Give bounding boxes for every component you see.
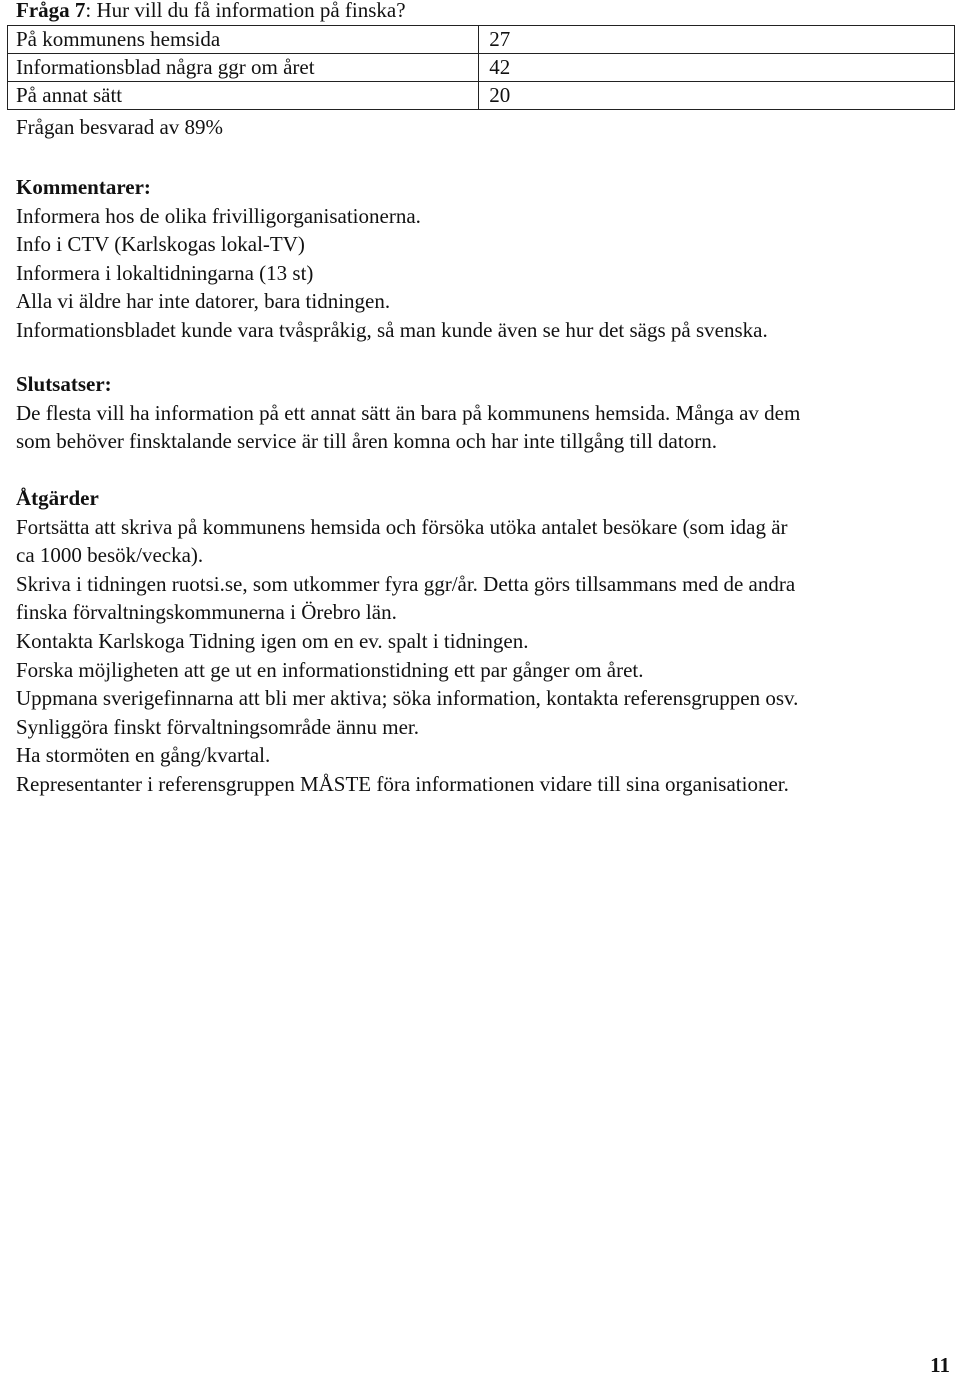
- answered-rate: Frågan besvarad av 89%: [16, 115, 224, 139]
- answer-value: 20: [479, 82, 955, 110]
- conclusions-heading: Slutsatser:: [16, 372, 112, 396]
- comments-section: [16, 173, 768, 345]
- conclusion-line: som behöver finsktalande service är till åren komna och har inte tillgång till datorn.: [16, 429, 717, 454]
- action-line: Kontakta Karlskoga Tidning igen om en ev. spalt i tidningen.: [16, 628, 529, 653]
- question-title: [16, 0, 406, 24]
- answer-label: Informationsblad några ggr om året: [8, 54, 479, 82]
- actions-section: [16, 484, 798, 799]
- table-row: [8, 26, 955, 54]
- action-line: Uppmana sverigefinnarna att bli mer aktiva; söka information, kontakta referensgruppen osv.: [16, 686, 799, 711]
- table-row: [8, 54, 955, 82]
- comment-line: Informera hos de olika frivilligorganisationerna.: [16, 203, 421, 228]
- answer-value: 42: [479, 54, 955, 82]
- question-number: Fråga 7: [16, 0, 86, 22]
- comments-heading: Kommentarer:: [16, 175, 151, 199]
- action-line: Fortsätta att skriva på kommunens hemsida och försöka utöka antalet besökare (som idag är: [16, 514, 788, 539]
- comment-line: Informationsbladet kunde vara tvåspråkig, så man kunde även se hur det sägs på svenska.: [16, 317, 768, 342]
- answers-table: [7, 25, 955, 110]
- conclusion-line: De flesta vill ha information på ett annat sätt än bara på kommunens hemsida. Många av dem: [16, 400, 801, 425]
- answer-label: På kommunens hemsida: [8, 26, 479, 54]
- page-number: 11: [930, 1353, 950, 1377]
- comment-line: Informera i lokaltidningarna (13 st): [16, 260, 314, 285]
- comment-line: Alla vi äldre har inte datorer, bara tidningen.: [16, 289, 391, 314]
- action-line: Representanter i referensgruppen MÅSTE föra informationen vidare till sina organisationer.: [16, 771, 789, 796]
- action-line: Synliggöra finskt förvaltningsområde ännu mer.: [16, 714, 420, 739]
- action-line: Ha stormöten en gång/kvartal.: [16, 743, 271, 768]
- action-line: Forska möjligheten att ge ut en informationstidning ett par gånger om året.: [16, 657, 644, 682]
- comment-line: Info i CTV (Karlskogas lokal-TV): [16, 232, 305, 257]
- action-line: finska förvaltningskommunerna i Örebro län.: [16, 600, 397, 625]
- question-text: : Hur vill du få information på finska?: [85, 0, 406, 22]
- conclusions-section: [16, 370, 800, 456]
- actions-heading: Åtgärder: [16, 486, 99, 510]
- answer-label: På annat sätt: [8, 82, 479, 110]
- action-line: Skriva i tidningen ruotsi.se, som utkommer fyra ggr/år. Detta görs tillsammans med de andra: [16, 571, 796, 596]
- action-line: ca 1000 besök/vecka).: [16, 543, 204, 568]
- table-row: [8, 82, 955, 110]
- answer-value: 27: [479, 26, 955, 54]
